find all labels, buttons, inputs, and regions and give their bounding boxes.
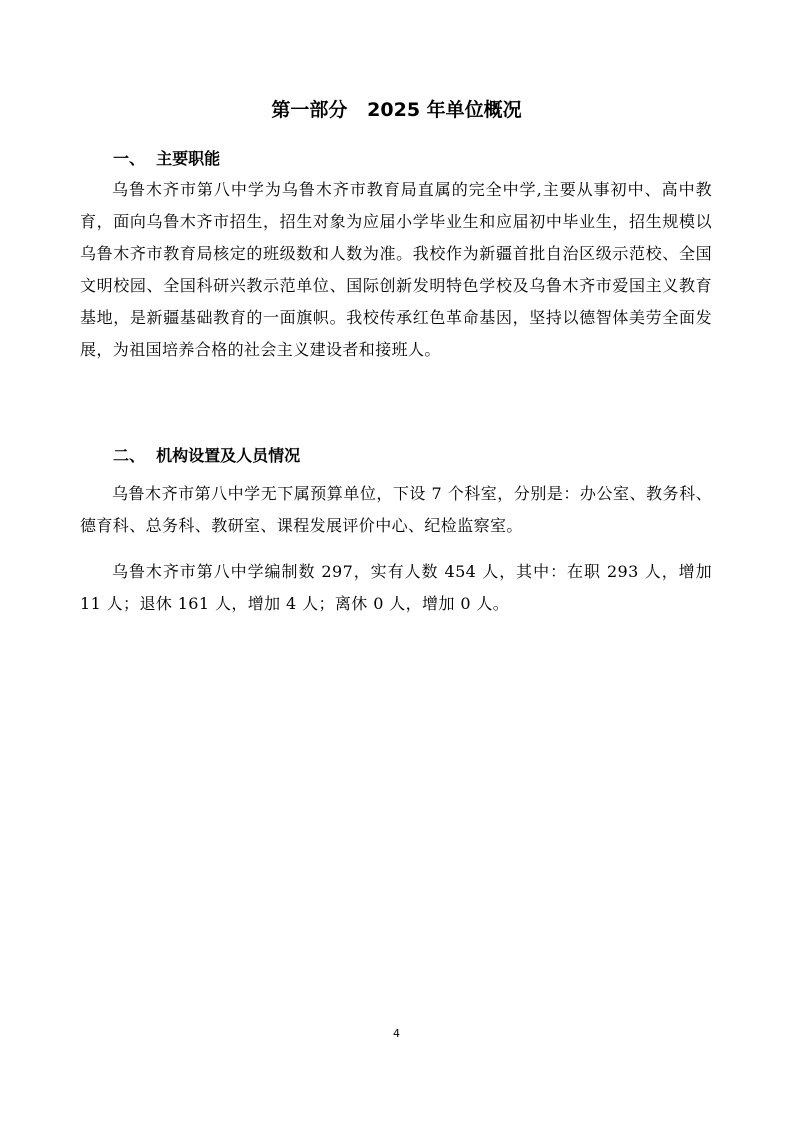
page-number: 4 [393,1027,400,1040]
paragraph-organization: 乌鲁木齐市第八中学无下属预算单位，下设 7 个科室，分别是：办公室、教务科、德育科、总务科、教研室、课程发展评价中心、纪检监察室。 [80,484,712,535]
section-heading-organization-staff: 二、 机构设置及人员情况 [113,446,301,465]
part-title: 第一部分 2025 年单位概况 [271,99,522,121]
paragraph-staff: 乌鲁木齐市第八中学编制数 297，实有人数 454 人，其中：在职 293 人，增加 11 人；退休 161 人，增加 4 人；离休 0 人，增加 0 人。 [80,562,712,613]
paragraph-main-functions: 乌鲁木齐市第八中学为乌鲁木齐市教育局直属的完全中学,主要从事初中、高中教育，面向乌鲁木齐市招生，招生对象为应届小学毕业生和应届初中毕业生，招生规模以乌鲁木齐市教育局核定的班级数和人数为准。我校作为新疆首批自治区级示范校、全国文明校园、全国科研兴教示范单位、国际创新发明特色学校及乌鲁木齐市爱国主义教育基地，是新疆基础教育的一面旗帜。我校传承红色革命基因，坚持以德智体美劳全面发展，为祖国培养合格的社会主义建设者和接班人。 [80,180,712,359]
section-heading-main-functions: 一、 主要职能 [113,149,221,168]
